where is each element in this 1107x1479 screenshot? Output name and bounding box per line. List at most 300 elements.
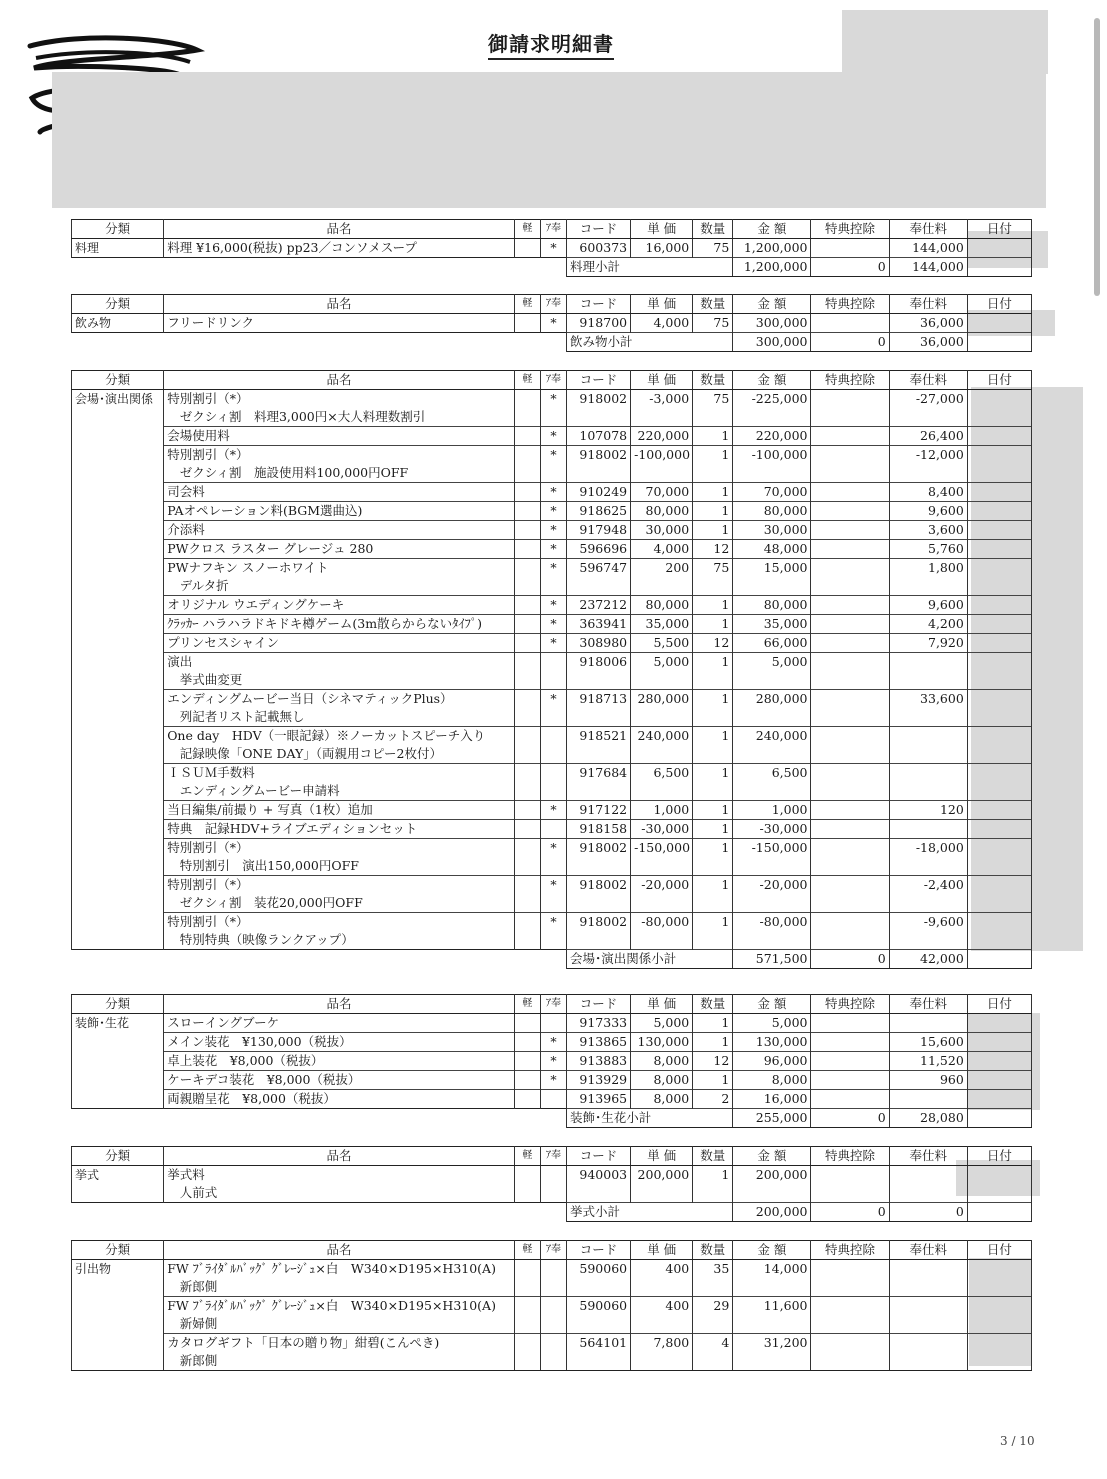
- quantity: [693, 708, 733, 727]
- item-code: [567, 745, 631, 764]
- date-cell: [967, 820, 1031, 839]
- service-fee: 1,800: [889, 559, 967, 578]
- item-name: 当日編集/前撮り + 写真（1枚）追加: [164, 801, 515, 820]
- column-header: 日付: [967, 1241, 1031, 1260]
- date-cell: [967, 931, 1031, 950]
- category-cell: [72, 502, 164, 521]
- subtotal-amount: 255,000: [733, 1109, 811, 1128]
- quantity: 1: [693, 913, 733, 932]
- item-name: PAオペレーション料(BGM選曲込): [164, 502, 515, 521]
- item-name: フリードリンク: [164, 314, 515, 333]
- table-row: [72, 913, 1032, 932]
- column-header: 分類: [72, 371, 164, 390]
- benefit-deduction-cell: [811, 314, 889, 333]
- service-mark: *: [540, 540, 566, 559]
- amount: [733, 1352, 811, 1371]
- category-cell: [72, 1297, 164, 1316]
- column-header: 数量: [693, 1147, 733, 1166]
- item-code: 596747: [567, 559, 631, 578]
- category-cell: [72, 559, 164, 578]
- column-header: [540, 371, 566, 390]
- item-name: ｸﾗｯｶｰ ハラハラドキドキ樽ゲーム(3m散らからないﾀｲﾌﾟ): [164, 615, 515, 634]
- item-code: [567, 931, 631, 950]
- service-mark: [540, 1352, 566, 1371]
- date-cell: [967, 615, 1031, 634]
- unit-price: -100,000: [631, 446, 693, 465]
- category-cell: [72, 857, 164, 876]
- light-tax-cell: [514, 745, 540, 764]
- column-header: 金 額: [733, 1241, 811, 1260]
- column-header-text: 奉: [550, 1150, 561, 1161]
- item-code: 918002: [567, 876, 631, 895]
- table-row: [72, 857, 1032, 876]
- quantity: [693, 782, 733, 801]
- service-fee: [889, 1278, 967, 1297]
- table-row: [72, 596, 1032, 615]
- table-header-row: [72, 1147, 1032, 1166]
- service-mark: *: [540, 1052, 566, 1071]
- date-cell: [967, 1014, 1031, 1033]
- invoice-table: [71, 370, 1032, 969]
- item-code: [567, 1184, 631, 1203]
- item-name: 列記者リスト記載無し: [164, 708, 515, 727]
- item-code: 917684: [567, 764, 631, 783]
- category-cell: [72, 1071, 164, 1090]
- amount: 70,000: [733, 483, 811, 502]
- amount: 1,200,000: [733, 239, 811, 258]
- table-row: [72, 239, 1032, 258]
- document-title: 御請求明細書: [488, 28, 614, 60]
- column-header: 単 価: [631, 1147, 693, 1166]
- amount: 15,000: [733, 559, 811, 578]
- unit-price: [631, 408, 693, 427]
- service-fee: [889, 1352, 967, 1371]
- quantity: [693, 408, 733, 427]
- date-cell: [967, 727, 1031, 746]
- quantity: 1: [693, 653, 733, 672]
- unit-price: [631, 577, 693, 596]
- service-fee: [889, 727, 967, 746]
- unit-price: -30,000: [631, 820, 693, 839]
- date-cell: [967, 913, 1031, 932]
- category-cell: [72, 913, 164, 932]
- table-row: [72, 1334, 1032, 1353]
- table-row: [72, 615, 1032, 634]
- date-cell: [967, 446, 1031, 465]
- table-row: [72, 1297, 1032, 1316]
- light-tax-cell: [514, 708, 540, 727]
- date-cell: [967, 333, 1031, 352]
- category-cell: [72, 615, 164, 634]
- amount: [733, 577, 811, 596]
- subtotal-spacer: [72, 950, 567, 969]
- item-code: 917122: [567, 801, 631, 820]
- unit-price: [631, 931, 693, 950]
- quantity: [693, 857, 733, 876]
- service-mark: [540, 1090, 566, 1109]
- amount: [733, 894, 811, 913]
- service-mark: *: [540, 314, 566, 333]
- quantity: 1: [693, 446, 733, 465]
- quantity: [693, 1278, 733, 1297]
- service-mark: *: [540, 1071, 566, 1090]
- service-fee: 9,600: [889, 502, 967, 521]
- column-header: 特典控除: [811, 995, 889, 1014]
- unit-price: [631, 1352, 693, 1371]
- table-row: [72, 1033, 1032, 1052]
- item-name: 新郎側: [164, 1278, 515, 1297]
- benefit-deduction-cell: [811, 502, 889, 521]
- category-cell: [72, 690, 164, 709]
- item-code: 918713: [567, 690, 631, 709]
- table-row: [72, 1260, 1032, 1279]
- table-row: [72, 820, 1032, 839]
- column-header-text: 奉: [550, 998, 561, 1009]
- date-cell: [967, 1090, 1031, 1109]
- date-cell: [967, 1184, 1031, 1203]
- item-name: オリジナル ウエディングケーキ: [164, 596, 515, 615]
- item-name: プリンセスシャイン: [164, 634, 515, 653]
- unit-price: 7,800: [631, 1334, 693, 1353]
- light-tax-cell: [514, 653, 540, 672]
- column-header: コード: [567, 1241, 631, 1260]
- unit-price: 4,000: [631, 540, 693, 559]
- quantity: 1: [693, 1166, 733, 1185]
- invoice-section: [71, 994, 1032, 1128]
- benefit-deduction-cell: [811, 764, 889, 783]
- item-code: 590060: [567, 1260, 631, 1279]
- item-code: [567, 1278, 631, 1297]
- quantity: 1: [693, 1033, 733, 1052]
- column-header-text: ｱ: [545, 374, 551, 385]
- category-cell: [72, 596, 164, 615]
- column-header: [540, 1241, 566, 1260]
- service-fee: [889, 857, 967, 876]
- category-cell: [72, 1278, 164, 1297]
- invoice-table: [71, 994, 1032, 1128]
- service-mark: [540, 577, 566, 596]
- category-cell: [72, 483, 164, 502]
- light-tax-cell: [514, 1071, 540, 1090]
- service-fee: -2,400: [889, 876, 967, 895]
- service-fee: 33,600: [889, 690, 967, 709]
- item-code: 564101: [567, 1334, 631, 1353]
- service-mark: [540, 1297, 566, 1316]
- item-name: 会場使用料: [164, 427, 515, 446]
- benefit-deduction-cell: [811, 1052, 889, 1071]
- column-header: 分類: [72, 220, 164, 239]
- column-header: 特典控除: [811, 220, 889, 239]
- amount: -20,000: [733, 876, 811, 895]
- amount: [733, 782, 811, 801]
- column-header: コード: [567, 995, 631, 1014]
- amount: 80,000: [733, 596, 811, 615]
- light-tax-cell: [514, 690, 540, 709]
- column-header: 軽: [514, 1241, 540, 1260]
- item-name: FW ﾌﾞﾗｲﾀﾞﾙﾊﾞｯｸﾞ ｸﾞﾚｰｼﾞｭ×白 W340×D195×H310(A): [164, 1260, 515, 1279]
- item-code: [567, 408, 631, 427]
- amount: 66,000: [733, 634, 811, 653]
- date-cell: [967, 634, 1031, 653]
- light-tax-cell: [514, 876, 540, 895]
- amount: 1,000: [733, 801, 811, 820]
- column-header: コード: [567, 1147, 631, 1166]
- column-header: 特典控除: [811, 371, 889, 390]
- service-mark: [540, 1315, 566, 1334]
- item-code: 590060: [567, 1297, 631, 1316]
- table-header-row: [72, 371, 1032, 390]
- category-cell: [72, 577, 164, 596]
- subtotal-label: 料理小計: [567, 258, 733, 277]
- unit-price: 8,000: [631, 1052, 693, 1071]
- column-header: 単 価: [631, 1241, 693, 1260]
- subtotal-service-fee: 28,080: [889, 1109, 967, 1128]
- item-name: 人前式: [164, 1184, 515, 1203]
- service-mark: *: [540, 596, 566, 615]
- service-fee: [889, 764, 967, 783]
- unit-price: 1,000: [631, 801, 693, 820]
- unit-price: [631, 894, 693, 913]
- column-header: 軽: [514, 995, 540, 1014]
- column-header-text: 奉: [550, 223, 561, 234]
- category-cell: [72, 894, 164, 913]
- unit-price: -80,000: [631, 913, 693, 932]
- subtotal-row: [72, 1109, 1032, 1128]
- category-cell: [72, 1052, 164, 1071]
- quantity: 1: [693, 615, 733, 634]
- unit-price: 8,000: [631, 1090, 693, 1109]
- column-header: 分類: [72, 995, 164, 1014]
- column-header: コード: [567, 295, 631, 314]
- service-mark: [540, 464, 566, 483]
- table-row: [72, 502, 1032, 521]
- category-cell: 料理: [72, 239, 164, 258]
- subtotal-spacer: [72, 258, 567, 277]
- quantity: [693, 464, 733, 483]
- invoice-table: [71, 1240, 1032, 1371]
- category-cell: [72, 1184, 164, 1203]
- date-cell: [967, 540, 1031, 559]
- column-header: 数量: [693, 1241, 733, 1260]
- table-row: [72, 483, 1032, 502]
- unit-price: -3,000: [631, 390, 693, 409]
- benefit-deduction-cell: [811, 708, 889, 727]
- column-header-text: ｱ: [545, 998, 551, 1009]
- light-tax-cell: [514, 446, 540, 465]
- benefit-deduction-cell: [811, 1033, 889, 1052]
- unit-price: 30,000: [631, 521, 693, 540]
- amount: 8,000: [733, 1071, 811, 1090]
- column-header: 特典控除: [811, 1147, 889, 1166]
- category-cell: 飲み物: [72, 314, 164, 333]
- table-row: [72, 690, 1032, 709]
- service-fee: 26,400: [889, 427, 967, 446]
- light-tax-cell: [514, 408, 540, 427]
- light-tax-cell: [514, 483, 540, 502]
- table-row: [72, 521, 1032, 540]
- column-header: 品名: [164, 371, 515, 390]
- subtotal-service-fee: 36,000: [889, 333, 967, 352]
- date-cell: [967, 1071, 1031, 1090]
- item-code: [567, 894, 631, 913]
- column-header: 単 価: [631, 371, 693, 390]
- date-cell: [967, 1334, 1031, 1353]
- item-code: 918002: [567, 390, 631, 409]
- quantity: 1: [693, 801, 733, 820]
- light-tax-cell: [514, 671, 540, 690]
- service-fee: 36,000: [889, 314, 967, 333]
- unit-price: 240,000: [631, 727, 693, 746]
- item-code: [567, 782, 631, 801]
- service-mark: [540, 857, 566, 876]
- column-header: [540, 995, 566, 1014]
- table-row: [72, 1315, 1032, 1334]
- benefit-deduction-cell: [811, 408, 889, 427]
- table-row: [72, 408, 1032, 427]
- service-mark: *: [540, 876, 566, 895]
- service-fee: 120: [889, 801, 967, 820]
- item-name: スローイングブーケ: [164, 1014, 515, 1033]
- redaction-block: [842, 10, 1048, 74]
- service-mark: *: [540, 446, 566, 465]
- item-name: 記録映像「ONE DAY」（両親用コピー2枚付）: [164, 745, 515, 764]
- subtotal-amount: 571,500: [733, 950, 811, 969]
- category-cell: 装飾･生花: [72, 1014, 164, 1033]
- item-name: 特別割引（*）: [164, 839, 515, 858]
- service-mark: *: [540, 502, 566, 521]
- column-header: コード: [567, 220, 631, 239]
- item-code: 918625: [567, 502, 631, 521]
- category-cell: [72, 1315, 164, 1334]
- service-mark: *: [540, 239, 566, 258]
- quantity: 12: [693, 1052, 733, 1071]
- date-cell: [967, 1052, 1031, 1071]
- date-cell: [967, 1260, 1031, 1279]
- service-fee: [889, 894, 967, 913]
- light-tax-cell: [514, 1352, 540, 1371]
- light-tax-cell: [514, 839, 540, 858]
- column-header: 日付: [967, 220, 1031, 239]
- invoice-table: [71, 1146, 1032, 1222]
- item-code: 107078: [567, 427, 631, 446]
- quantity: [693, 577, 733, 596]
- category-cell: [72, 464, 164, 483]
- date-cell: [967, 502, 1031, 521]
- table-row: [72, 801, 1032, 820]
- light-tax-cell: [514, 314, 540, 333]
- unit-price: 80,000: [631, 502, 693, 521]
- quantity: 1: [693, 1071, 733, 1090]
- benefit-deduction-cell: [811, 1071, 889, 1090]
- subtotal-row: [72, 333, 1032, 352]
- category-cell: [72, 839, 164, 858]
- category-cell: [72, 782, 164, 801]
- scrollbar-thumb[interactable]: [1094, 18, 1100, 296]
- item-name: 料理 ¥16,000(税抜) pp23／コンソメスープ: [164, 239, 515, 258]
- category-cell: 引出物: [72, 1260, 164, 1279]
- date-cell: [967, 464, 1031, 483]
- invoice-table: [71, 219, 1032, 277]
- table-row: [72, 540, 1032, 559]
- column-header: 特典控除: [811, 1241, 889, 1260]
- amount: 35,000: [733, 615, 811, 634]
- service-mark: [540, 1014, 566, 1033]
- column-header-text: ｱ: [545, 1150, 551, 1161]
- benefit-deduction-cell: [811, 820, 889, 839]
- table-row: [72, 1184, 1032, 1203]
- light-tax-cell: [514, 390, 540, 409]
- invoice-section: [71, 370, 1032, 969]
- quantity: 1: [693, 483, 733, 502]
- amount: -225,000: [733, 390, 811, 409]
- category-cell: [72, 708, 164, 727]
- quantity: 75: [693, 559, 733, 578]
- column-header: 軽: [514, 220, 540, 239]
- benefit-deduction-cell: [811, 1297, 889, 1316]
- service-mark: *: [540, 690, 566, 709]
- unit-price: 5,500: [631, 634, 693, 653]
- subtotal-label: 会場･演出関係小計: [567, 950, 733, 969]
- item-code: [567, 671, 631, 690]
- item-name: 新婦側: [164, 1315, 515, 1334]
- unit-price: 130,000: [631, 1033, 693, 1052]
- item-name: PWクロス ラスター グレージュ 280: [164, 540, 515, 559]
- service-fee: [889, 1260, 967, 1279]
- amount: 200,000: [733, 1166, 811, 1185]
- amount: -150,000: [733, 839, 811, 858]
- unit-price: [631, 857, 693, 876]
- category-cell: [72, 446, 164, 465]
- unit-price: 70,000: [631, 483, 693, 502]
- quantity: 1: [693, 596, 733, 615]
- invoice-section: [71, 294, 1032, 352]
- column-header: 奉仕料: [889, 1147, 967, 1166]
- light-tax-cell: [514, 540, 540, 559]
- service-mark: [540, 708, 566, 727]
- amount: 14,000: [733, 1260, 811, 1279]
- benefit-deduction-cell: [811, 1278, 889, 1297]
- column-header: 分類: [72, 1147, 164, 1166]
- service-mark: [540, 1260, 566, 1279]
- item-code: 917948: [567, 521, 631, 540]
- category-cell: [72, 876, 164, 895]
- column-header: 奉仕料: [889, 220, 967, 239]
- item-name: ゼクシィ割 施設使用料100,000円OFF: [164, 464, 515, 483]
- light-tax-cell: [514, 634, 540, 653]
- quantity: 75: [693, 314, 733, 333]
- column-header: 品名: [164, 995, 515, 1014]
- item-code: 918158: [567, 820, 631, 839]
- item-code: 596696: [567, 540, 631, 559]
- service-fee: [889, 1297, 967, 1316]
- subtotal-amount: 1,200,000: [733, 258, 811, 277]
- amount: 130,000: [733, 1033, 811, 1052]
- light-tax-cell: [514, 1278, 540, 1297]
- benefit-deduction-cell: [811, 876, 889, 895]
- benefit-deduction-cell: [811, 596, 889, 615]
- item-code: 918002: [567, 913, 631, 932]
- benefit-deduction-cell: [811, 427, 889, 446]
- table-row: [72, 1052, 1032, 1071]
- benefit-deduction-cell: [811, 464, 889, 483]
- item-name: 特別割引（*）: [164, 876, 515, 895]
- unit-price: 80,000: [631, 596, 693, 615]
- service-fee: 144,000: [889, 239, 967, 258]
- table-row: [72, 390, 1032, 409]
- service-mark: *: [540, 427, 566, 446]
- column-header-text: ｱ: [545, 1244, 551, 1255]
- column-header: 日付: [967, 995, 1031, 1014]
